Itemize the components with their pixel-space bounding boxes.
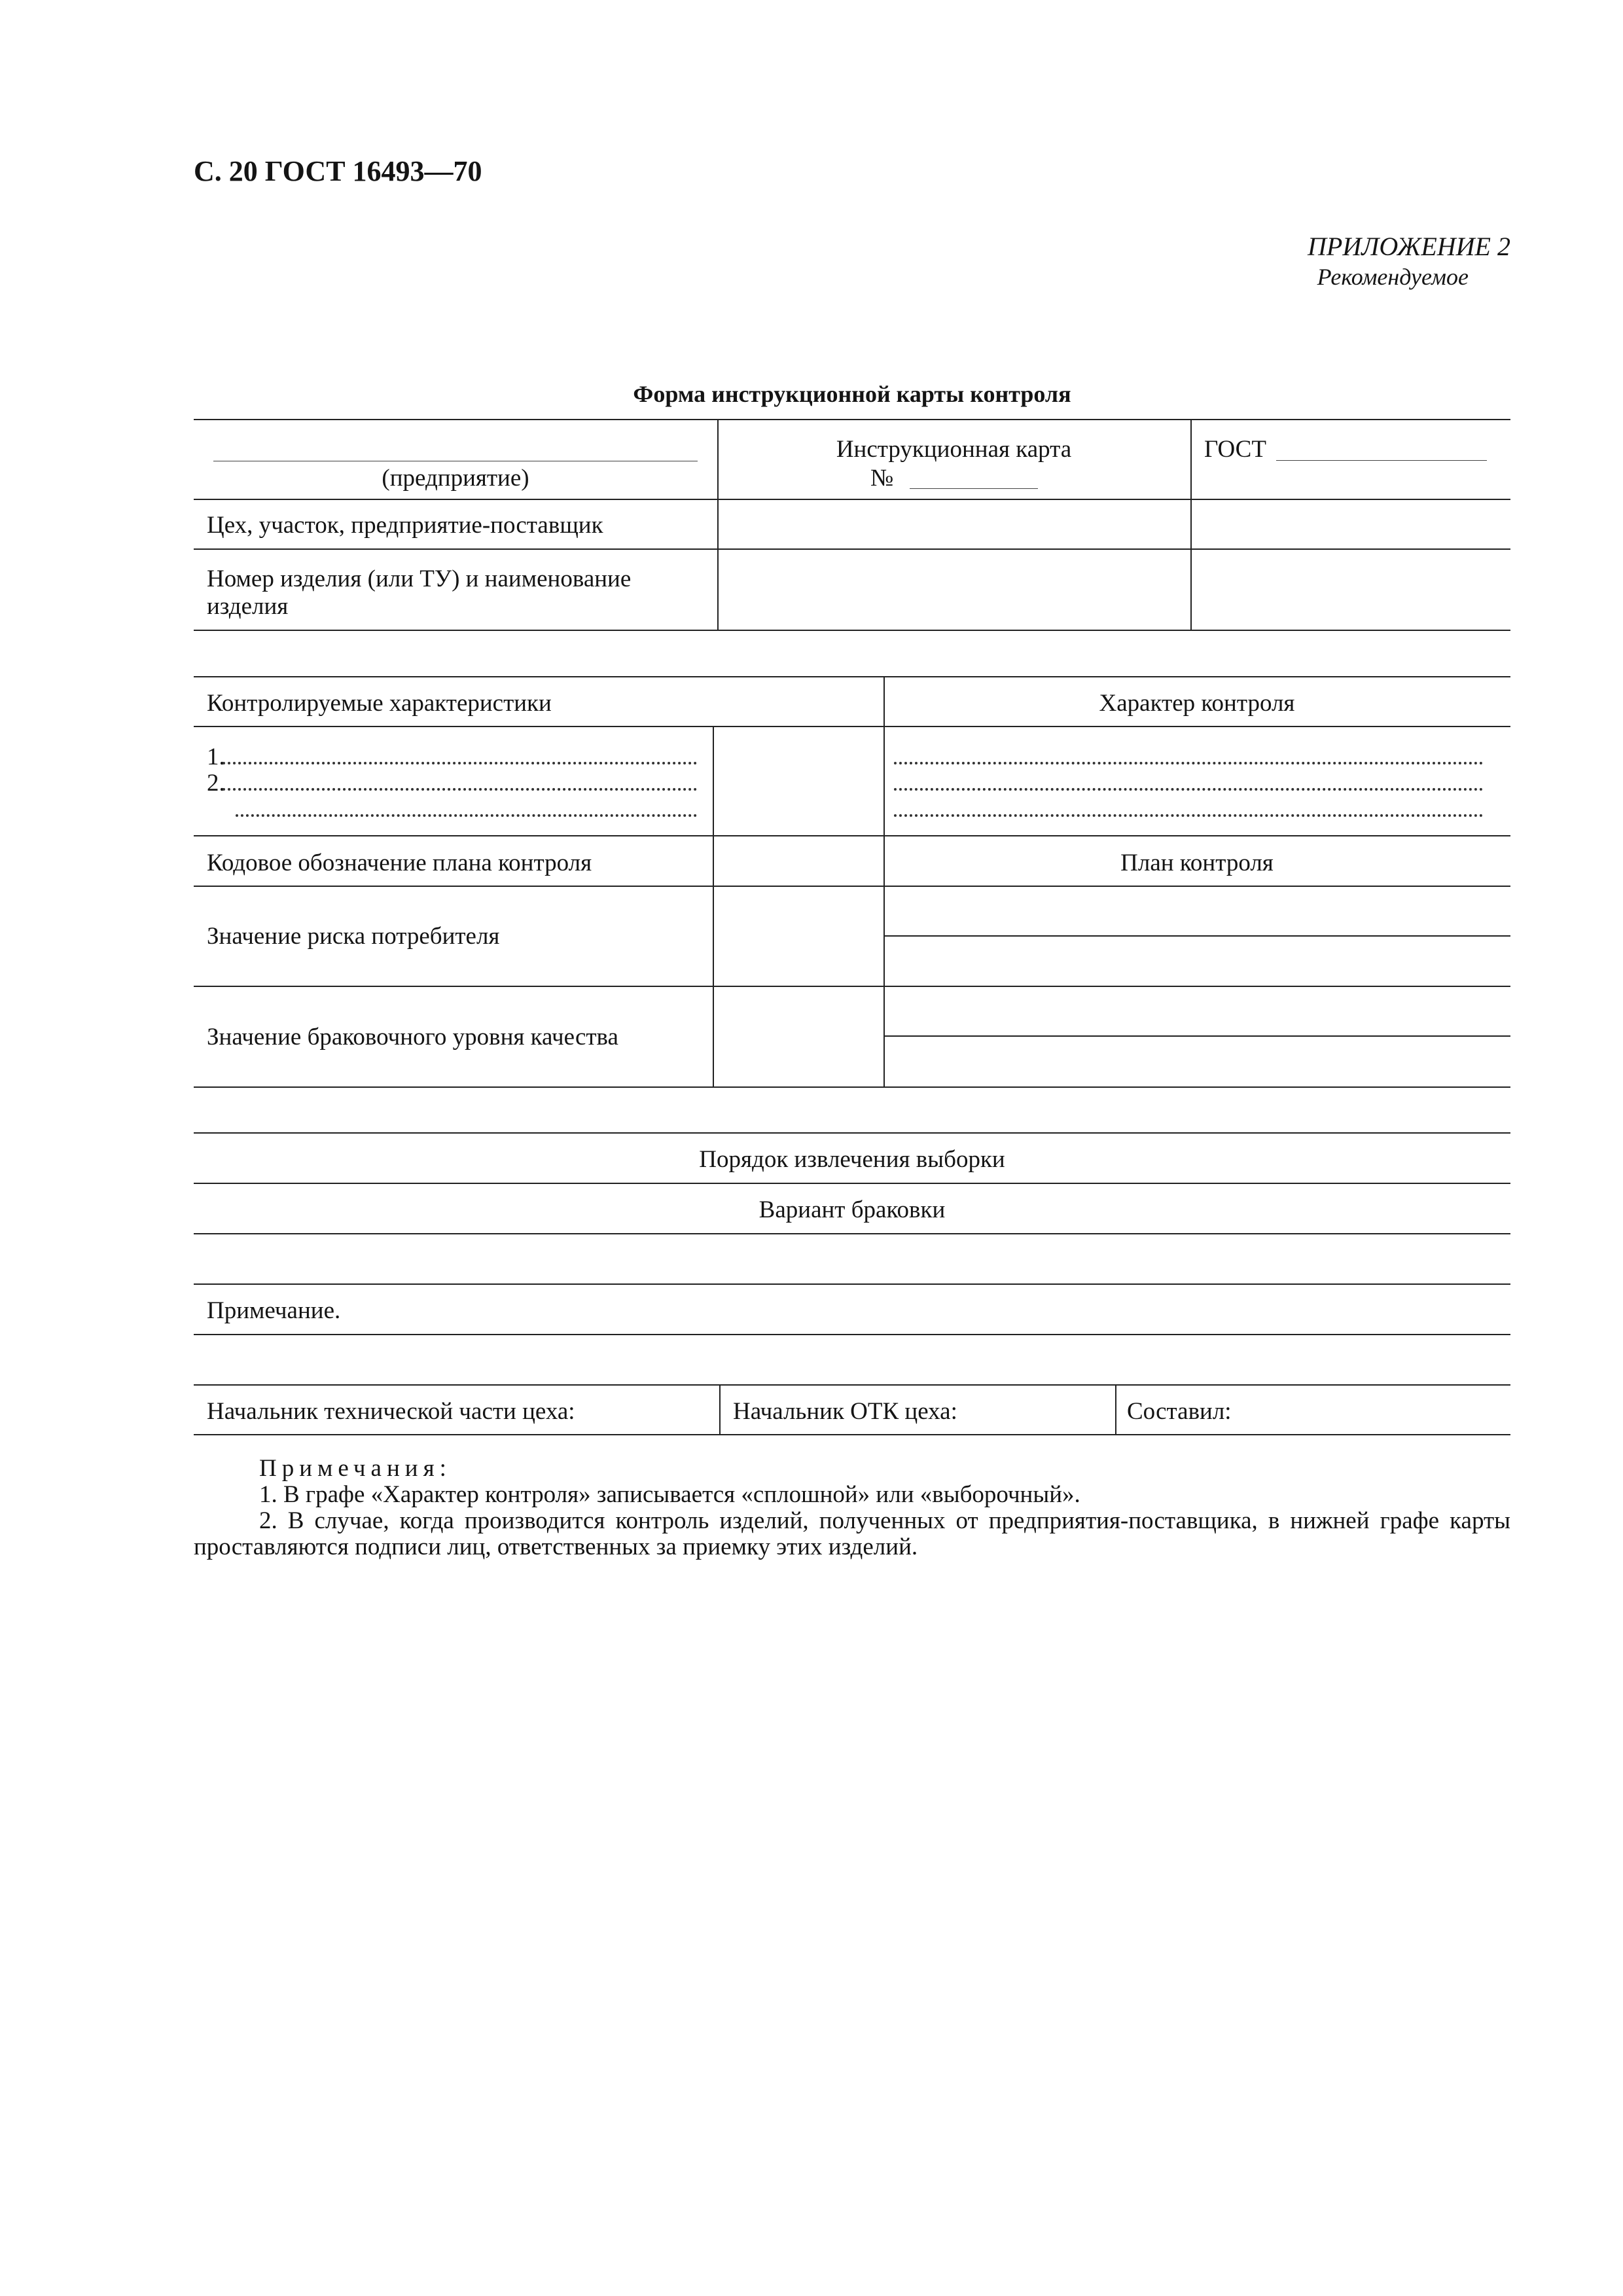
gost-field[interactable] [1276,460,1487,461]
appendix-subtitle: Рекомендуемое [1317,264,1469,290]
note-2: 2. В случае, когда производится контроль изделий, полученных от предприятия-поставщика, в нижней графе карты проставляются подписи лиц, ответственных за приемку этих изделий. [194,1507,1510,1560]
enterprise-caption: (предприятие) [382,465,529,492]
reject-variant: Вариант браковки [758,1196,946,1223]
appendix-title: ПРИЛОЖЕНИЕ 2 [1308,232,1510,261]
row-product-label-1: Номер изделия (или ТУ) и наименование [207,565,632,592]
sampling-order: Порядок извлечения выборки [699,1146,1005,1173]
control-type-header: Характер контроля [1099,690,1295,717]
remark-label: Примечание. [207,1297,341,1324]
item-2-dots[interactable] [223,788,697,791]
item-1-dots[interactable] [223,762,697,764]
card-number-field[interactable] [910,488,1038,489]
gost-label: ГОСТ [1204,436,1266,463]
reject-level-label: Значение браковочного уровня качества [207,1024,618,1050]
notes-heading: Примечания: [259,1455,452,1482]
code-label: Кодовое обозначение плана контроля [207,850,592,876]
control-type-dots-1[interactable] [894,762,1483,764]
signer-otk-head: Начальник ОТК цеха: [733,1398,957,1425]
signer-tech-head: Начальник технической части цеха: [207,1398,575,1425]
consumer-risk-label: Значение риска потребителя [207,923,500,950]
characteristics-header: Контролируемые характеристики [207,690,552,717]
signer-compiler: Составил: [1127,1398,1232,1425]
control-type-dots-3[interactable] [894,814,1483,817]
plan-label: План контроля [1120,850,1274,876]
notes [194,1456,1510,1560]
row-product-label-2: изделия [207,593,289,620]
row-workshop-label: Цех, участок, предприятие-поставщик [207,512,603,539]
control-type-dots-2[interactable] [894,788,1483,791]
form-title: Форма инструкционной карты контроля [633,381,1071,407]
item-2-prefix: 2. [207,770,225,797]
page-header: С. 20 ГОСТ 16493—70 [194,155,482,187]
card-number-label: № [870,465,894,492]
item-3-dots[interactable] [236,814,697,817]
note-1: 1. В графе «Характер контроля» записывается «сплошной» или «выборочный». [259,1481,1080,1508]
card-title: Инструкционная карта [836,436,1072,463]
item-1-prefix: 1. [207,744,225,770]
